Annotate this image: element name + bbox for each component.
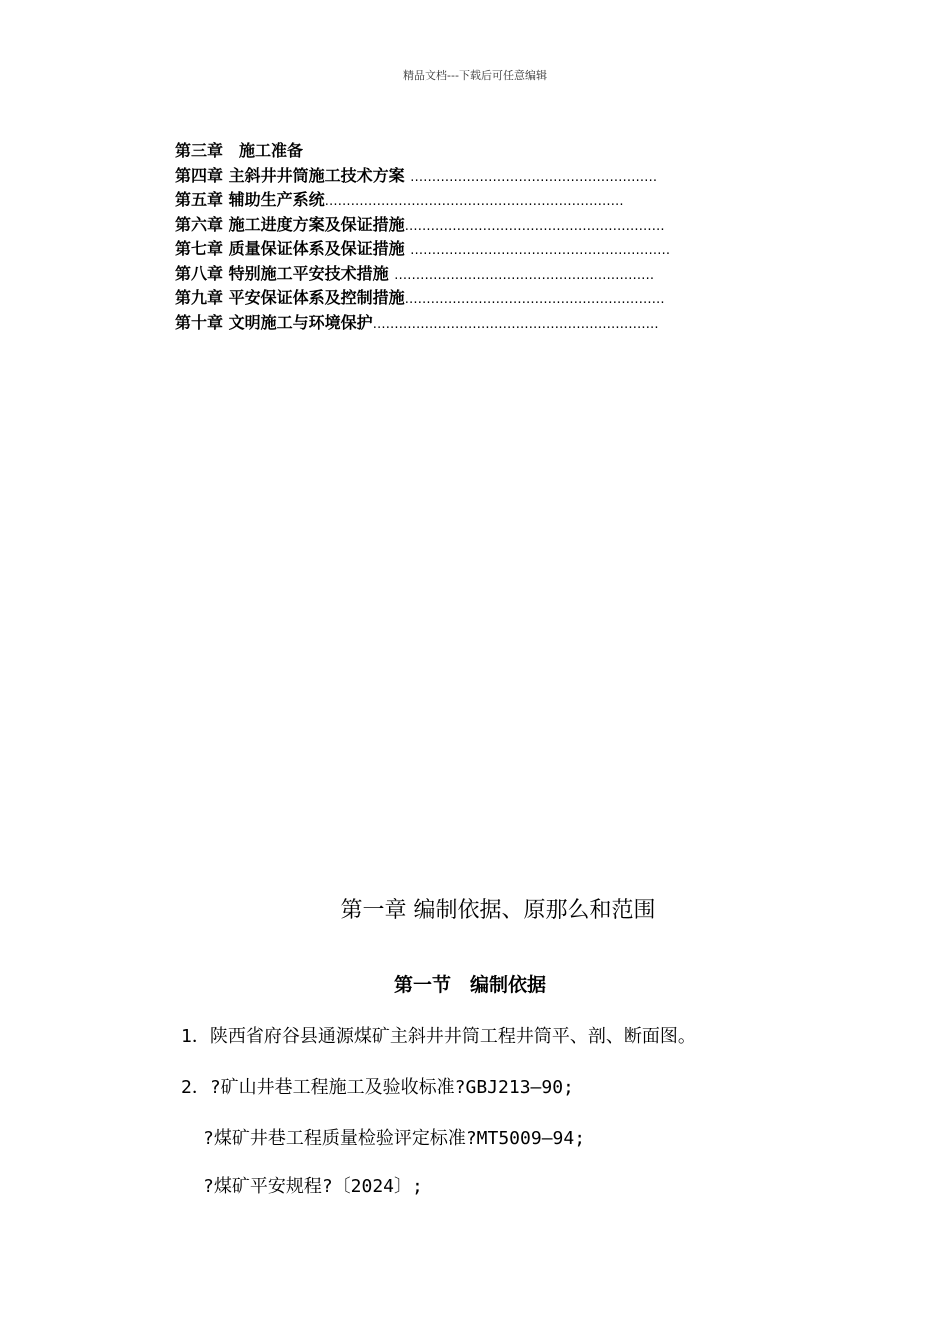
- toc-label: 第七章 质量保证体系及保证措施: [175, 239, 411, 258]
- toc-leader-dots: …………………………………………………………: [372, 316, 659, 332]
- toc-label: 第四章 主斜井井筒施工技术方案: [175, 165, 411, 185]
- basis-item-1: 1．陕西省府谷县通源煤矿主斜井井筒工程井筒平、剖、断面图。: [181, 1026, 696, 1047]
- basis-item-4: ?煤矿平安规程?〔2024〕;: [203, 1176, 423, 1197]
- table-of-contents: [175, 139, 795, 335]
- toc-entry-chapter-6: [175, 213, 795, 238]
- section-title: 第一节 编制依据: [393, 974, 546, 996]
- toc-entry-chapter-9: [175, 286, 795, 311]
- toc-entry-chapter-3: [175, 139, 795, 164]
- toc-entry-chapter-5: [175, 188, 795, 213]
- toc-entry-chapter-4: [175, 164, 795, 189]
- toc-leader-dots: ……………………………………………………: [394, 267, 655, 283]
- toc-label: 第十章 文明施工与环境保护: [175, 312, 373, 332]
- toc-leader-dots: ……………………………………………………………: [324, 194, 624, 209]
- toc-label: 第六章 施工进度方案及保证措施: [175, 214, 405, 234]
- basis-item-3: ?煤矿井巷工程质量检验评定标准?MT5009—94;: [203, 1128, 586, 1149]
- toc-leader-dots: ……………………………………………………: [404, 218, 665, 234]
- toc-leader-dots: ……………………………………………………: [410, 243, 671, 258]
- toc-label: 第三章 施工准备: [175, 141, 304, 160]
- basis-item-2: 2．?矿山井巷工程施工及验收标准?GBJ213—90;: [181, 1077, 574, 1098]
- toc-leader-dots: ……………………………………………………: [404, 292, 665, 307]
- toc-label: 第五章 辅助生产系统: [175, 190, 325, 209]
- page-header-note: 精品文档---下载后可任意编辑: [403, 69, 547, 82]
- toc-entry-chapter-8: [175, 262, 795, 287]
- toc-label: 第八章 特别施工平安技术措施: [175, 263, 395, 283]
- toc-leader-dots: …………………………………………………: [410, 169, 658, 185]
- toc-entry-chapter-10: [175, 311, 795, 336]
- toc-entry-chapter-7: [175, 237, 795, 262]
- chapter-title: 第一章 编制依据、原那么和范围: [340, 898, 656, 923]
- toc-label: 第九章 平安保证体系及控制措施: [175, 288, 405, 307]
